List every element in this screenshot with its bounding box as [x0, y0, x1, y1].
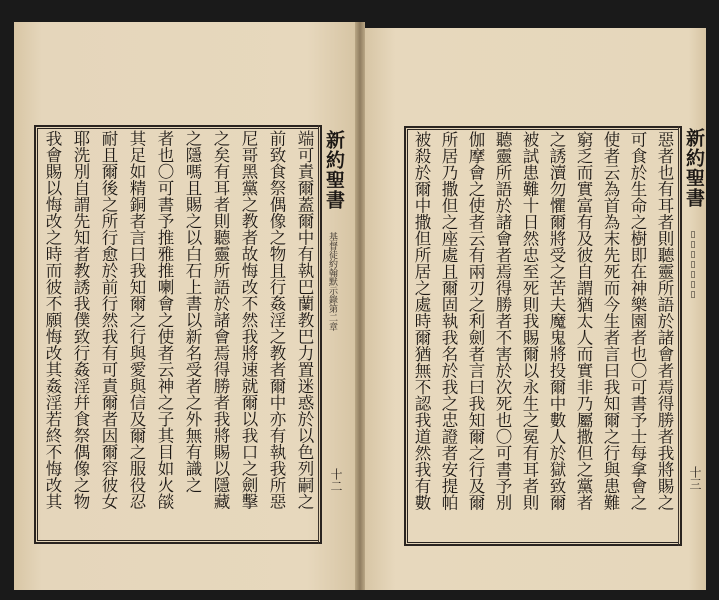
left-text-column: 我會賜以悔改之時而彼不願悔改其姦淫若終不悔改其: [43, 130, 62, 510]
left-text-column: 之隱嗎且賜之以白石上書以新名受者之外無有識之: [183, 130, 202, 493]
right-text-column: 被試患難十日然忠至死則我賜爾以永生之冕有耳者則: [520, 131, 539, 511]
right-text-column: 伽摩會之使者云有兩刃之利劍者言曰我知爾之行及爾: [466, 131, 485, 511]
right-text-column: 被殺於爾中撒但所居之處時爾猶無不認我道然我有數: [412, 131, 431, 511]
left-text-column: 耶洗別自謂先知者教誘我僕致行姦淫幷食祭偶像之物: [71, 130, 90, 510]
right-text-column: 可食於生命之樹即在神樂園者也〇可書予士每拿會之: [628, 131, 647, 511]
left-text-column: 耐且爾後之所行愈於前行然我有可責爾者因爾容彼女: [99, 130, 118, 510]
right-text-column: 惡者也有耳者則聽靈所語於諸會者焉得勝者我將賜之: [655, 131, 674, 511]
left-chapter-label: 基督徒約翰默示錄第二章: [327, 232, 337, 331]
left-text-column: 端可責爾蓋爾中有執巴蘭教巴力置迷惑於以色列嗣之: [295, 130, 314, 510]
left-text-column: 尼哥黑黨之教者故悔改不然我將速就爾以我口之劍擊: [239, 130, 258, 510]
right-title-divider: [678, 126, 679, 546]
right-text-column: 聽靈所語於諸會者焉得勝者不害於次死也〇可書予別: [493, 131, 512, 511]
book-gutter: [355, 22, 365, 590]
right-text-column: 所居乃撒但之座處且爾固執我名於我之忠證者安提帕: [439, 131, 458, 511]
right-page-number: 十三: [688, 466, 702, 490]
right-text-column: 之誘瀆勿懼爾將受之苦夫魔鬼將投爾中數人於獄致爾: [547, 131, 566, 511]
right-chapter-label: ▯▯▯▯▯▯▯: [688, 230, 698, 300]
right-running-title: 新約聖書: [683, 128, 705, 208]
left-text-column: 其足如精銅者言曰我知爾之行與愛與信及爾之服役忍: [127, 130, 146, 510]
left-text-column: 之矣有耳者則聽靈所語於諸會焉得勝者我將賜以隱藏: [211, 130, 230, 510]
left-running-title: 新約聖書: [323, 130, 345, 210]
right-text-column: 使者云為首為末先死而今生者言曰我知爾之行與患難: [601, 131, 620, 511]
right-text-column: 窮乏而實富有及彼自謂猶太人而實非乃屬撒但之黨者: [574, 131, 593, 511]
left-text-column: 前致食祭偶像之物且行姦淫之教者爾中亦有執我所惡: [267, 130, 286, 510]
left-title-divider: [318, 125, 319, 544]
left-page-number: 十二: [329, 468, 343, 492]
left-text-column: 者也〇可書予推雅推喇會之使者云神之子其目如火燄: [155, 130, 174, 510]
